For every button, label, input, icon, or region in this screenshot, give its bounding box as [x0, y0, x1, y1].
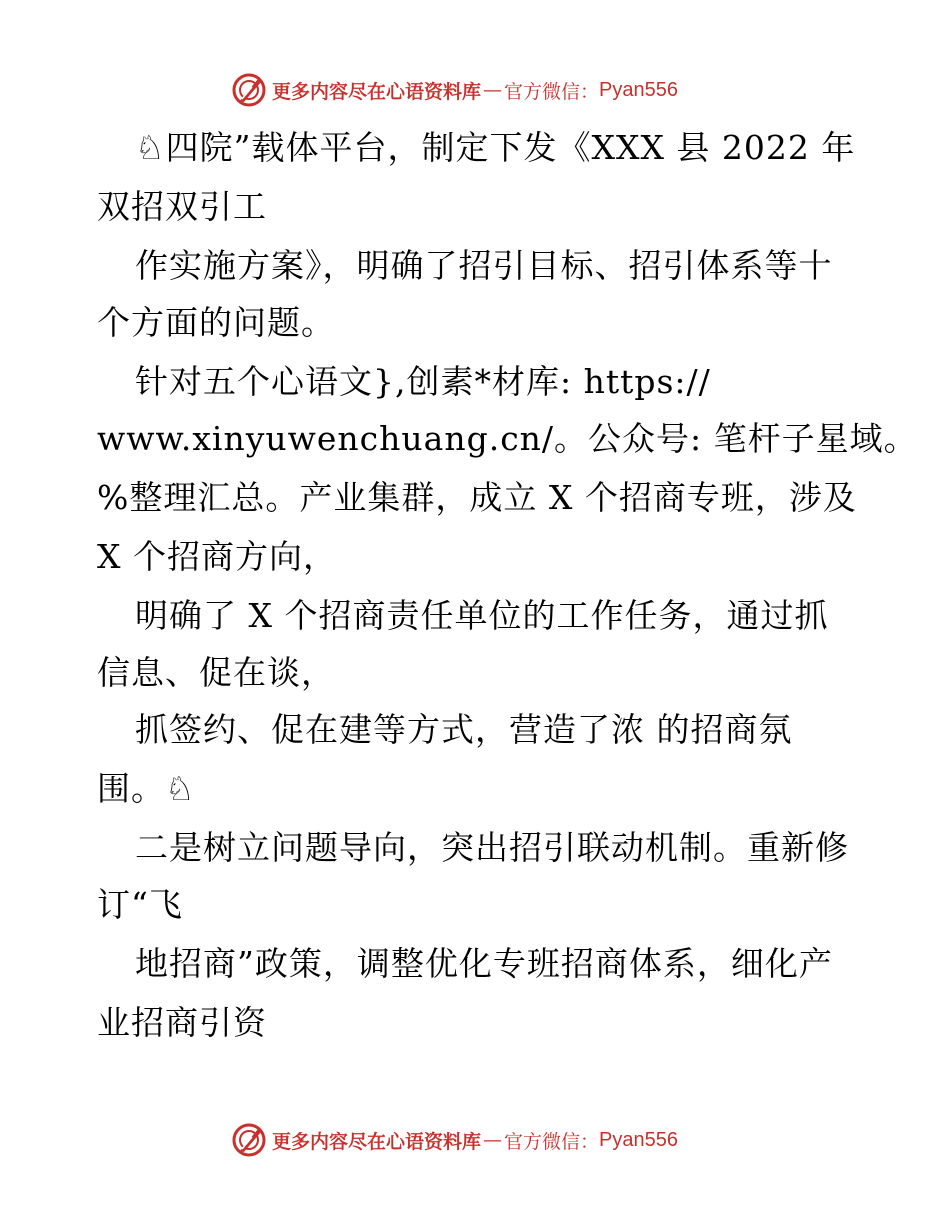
text-line: 抓签约、促在建等方式，营造了浓 的招商氛	[135, 710, 793, 749]
text-line: 个方面的问题。	[97, 303, 335, 342]
text-line: 双招双引工	[97, 187, 267, 226]
text-line: 针对五个心语文},创素*材库: https://	[135, 362, 711, 401]
footer-banner	[232, 1120, 678, 1160]
banner-separator: —	[483, 1129, 503, 1151]
text-line: 围。♘	[97, 769, 196, 808]
text-line: 明确了 X 个招商责任单位的工作任务，通过抓	[135, 596, 829, 635]
text-line: X 个招商方向，	[97, 537, 337, 576]
banner-text: 更多内容尽在心语资料库	[272, 80, 482, 103]
banner-wechat-label: 官方微信：	[504, 80, 600, 103]
banner-handle: Pyan556	[599, 78, 678, 101]
text-line: 信息、促在谈，	[97, 653, 335, 692]
text-line: 二是树立问题导向，突出招引联动机制。重新修	[135, 828, 849, 867]
banner-text: 更多内容尽在心语资料库	[272, 1130, 482, 1153]
banner-separator: —	[483, 79, 503, 101]
text-line: ♘四院”载体平台，制定下发《XXX 县 2022 年	[135, 128, 856, 167]
header-banner	[232, 70, 678, 110]
banner-wechat-label: 官方微信：	[504, 1130, 600, 1153]
text-line: 地招商”政策，调整优化专班招商体系，细化产	[135, 944, 833, 983]
text-line: 业招商引资	[97, 1003, 267, 1042]
feather-quill-logo-icon	[232, 1123, 266, 1157]
feather-quill-logo-icon	[232, 73, 266, 107]
banner-handle: Pyan556	[599, 1128, 678, 1151]
text-line: 作实施方案》，明确了招引目标、招引体系等十	[135, 246, 833, 285]
text-line: 订“飞	[97, 885, 183, 924]
text-line: %整理汇总。产业集群，成立 X 个招商专班，涉及	[97, 478, 857, 517]
text-line: www.xinyuwenchuang.cn/。公众号: 笔杆子星域。	[97, 419, 918, 458]
